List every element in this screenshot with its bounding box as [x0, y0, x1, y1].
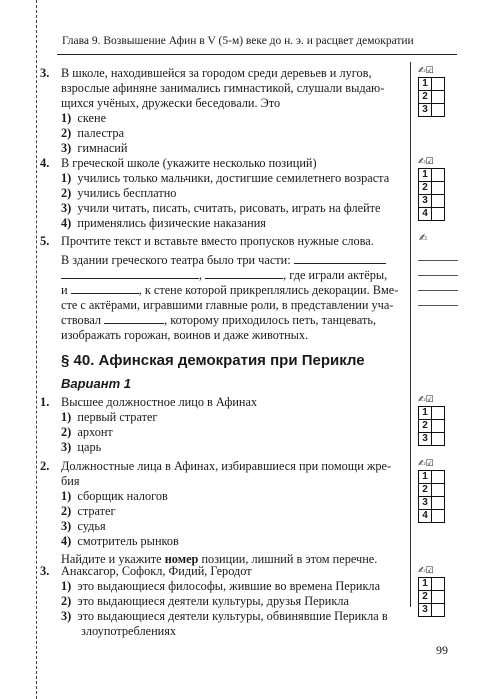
text-line: В здании греческого театра было три части:: [61, 253, 291, 267]
question-text: [61, 459, 409, 567]
blank-field[interactable]: [61, 268, 199, 279]
answer-box-label: 3: [418, 194, 432, 208]
chapter-header: Глава 9. Возвышение Афин в V (5-м) веке до н. э. и расцвет демократии: [62, 35, 414, 47]
check-icon: ☑: [425, 395, 434, 405]
question-number: 2.: [40, 459, 50, 473]
answer-box[interactable]: [432, 590, 445, 604]
answer-box-label: 1: [418, 77, 432, 91]
answer-box[interactable]: [432, 470, 445, 484]
option: 1) первый стратег: [61, 410, 158, 424]
text-line: Должностные лица в Афинах, избиравшиеся при помощи жре-: [61, 459, 392, 473]
blank-field[interactable]: [205, 268, 283, 279]
answer-box[interactable]: [432, 419, 445, 433]
question-number: 3.: [40, 564, 50, 578]
answer-box[interactable]: [432, 603, 445, 617]
answer-box[interactable]: [432, 103, 445, 117]
answer-boxes: [418, 395, 448, 445]
blank-field[interactable]: [104, 313, 164, 324]
option: 2) архонт: [61, 425, 113, 439]
header-rule: [57, 54, 457, 55]
question-number: 4.: [40, 156, 50, 170]
answer-box[interactable]: [432, 168, 445, 182]
answer-box[interactable]: [432, 181, 445, 195]
check-icon: ☑: [425, 66, 434, 76]
check-icon: ☑: [425, 459, 434, 469]
answer-line[interactable]: [418, 275, 458, 276]
answer-box[interactable]: [432, 90, 445, 104]
question-text: [61, 395, 409, 455]
section-title: § 40. Афинская демократия при Перикле: [61, 352, 365, 369]
option: 4) применялись физические наказания: [61, 216, 266, 230]
answer-box-label: 3: [418, 103, 432, 117]
answer-line[interactable]: [418, 260, 458, 261]
task-note: Найдите и укажите номер позиции, лишний в этом перечне.: [61, 552, 378, 566]
variant-title: Вариант 1: [61, 376, 131, 391]
check-icon: ☑: [425, 157, 434, 167]
blank-field[interactable]: [294, 253, 386, 264]
text-line: щихся учёных, дружески беседовали. Это: [61, 96, 281, 110]
option: 1) учились только мальчики, достигшие семилетнего возраста: [61, 171, 390, 185]
answer-box[interactable]: [432, 406, 445, 420]
question-number: 5.: [40, 234, 50, 248]
answer-box[interactable]: [432, 207, 445, 221]
option: 2) стратег: [61, 504, 116, 518]
option: 3) гимнасий: [61, 141, 128, 155]
answer-box-label: 2: [418, 590, 432, 604]
binding-edge: [36, 0, 37, 699]
option: 1) скене: [61, 111, 107, 125]
answer-box[interactable]: [432, 496, 445, 510]
answer-box-label: 2: [418, 90, 432, 104]
answer-boxes: [418, 566, 448, 616]
question-text: [61, 564, 411, 639]
check-icon: ☑: [425, 566, 434, 576]
pencil-icon: ✍: [418, 566, 426, 576]
option: 1) сборщик налогов: [61, 489, 168, 503]
text-line: злоупотреблениях: [81, 624, 177, 638]
answer-box[interactable]: [432, 194, 445, 208]
answer-box-label: 1: [418, 168, 432, 182]
question-number: 3.: [40, 66, 50, 80]
answer-box-label: 4: [418, 509, 432, 523]
answer-box-label: 3: [418, 603, 432, 617]
answer-box-label: 2: [418, 181, 432, 195]
answer-boxes: [418, 157, 448, 220]
pencil-icon: ✍: [418, 66, 426, 76]
option: 3) учили читать, писать, считать, рисовать, играть на флейте: [61, 201, 381, 215]
option: 3) царь: [61, 440, 102, 454]
question-text: [61, 66, 406, 156]
text-line: бия: [61, 474, 80, 488]
text-line: изображать горожан, воинов и даже животных.: [61, 328, 309, 342]
answer-box-label: 1: [418, 577, 432, 591]
option: 1) это выдающиеся философы, жившие во времена Перикла: [61, 579, 381, 593]
answer-line[interactable]: [418, 290, 458, 291]
answer-box[interactable]: [432, 509, 445, 523]
text-line: взрослые афиняне занимались гимнастикой, слушали выдаю-: [61, 81, 385, 95]
answer-box-label: 3: [418, 496, 432, 510]
pencil-icon: ✍: [418, 157, 426, 167]
answer-box[interactable]: [432, 432, 445, 446]
question-number: 1.: [40, 395, 50, 409]
answer-column-rule: [410, 62, 411, 607]
text-line: Анаксагор, Софокл, Фидий, Геродот: [61, 564, 252, 578]
text-line: В греческой школе (укажите несколько позиций): [61, 156, 317, 170]
option: 2) это выдающиеся деятели культуры, друзья Перикла: [61, 594, 349, 608]
pencil-icon: ✍: [419, 233, 428, 244]
answer-box-label: 3: [418, 432, 432, 446]
answer-box-label: 2: [418, 419, 432, 433]
question-prompt: Прочтите текст и вставьте вместо пропусков нужные слова.: [61, 234, 374, 248]
answer-line[interactable]: [418, 305, 458, 306]
pencil-icon: ✍: [418, 459, 426, 469]
option: 2) палестра: [61, 126, 125, 140]
answer-boxes: [418, 66, 448, 116]
answer-box[interactable]: [432, 77, 445, 91]
answer-box[interactable]: [432, 483, 445, 497]
option: 3) это выдающиеся деятели культуры, обвинявшие Перикла в: [61, 609, 388, 623]
option: 4) смотритель рынков: [61, 534, 179, 548]
blank-field[interactable]: [71, 283, 139, 294]
text-line: Высшее должностное лицо в Афинах: [61, 395, 258, 409]
fill-in-text: В здании греческого театра было три части: , , где играли актёры, и , к стене которой прикреплялись декорации. Вме- сте с актёрами, игравшими главные роли, в представлении уча- ствовал , которому приходилось петь, танцевать, изображать горожан, воинов и даже животных.: [61, 253, 409, 343]
option: 3) судья: [61, 519, 106, 533]
page-number: 99: [436, 643, 448, 657]
question-text: [61, 156, 409, 231]
text-line: В школе, находившейся за городом среди деревьев и лугов,: [61, 66, 372, 80]
answer-box-label: 1: [418, 470, 432, 484]
answer-boxes: [418, 459, 448, 522]
option: 2) учились бесплатно: [61, 186, 177, 200]
pencil-icon: ✍: [418, 395, 426, 405]
answer-box-label: 4: [418, 207, 432, 221]
answer-box[interactable]: [432, 577, 445, 591]
text-line: сте с актёрами, игравшими главные роли, в представлении уча-: [61, 298, 394, 312]
answer-box-label: 1: [418, 406, 432, 420]
answer-box-label: 2: [418, 483, 432, 497]
